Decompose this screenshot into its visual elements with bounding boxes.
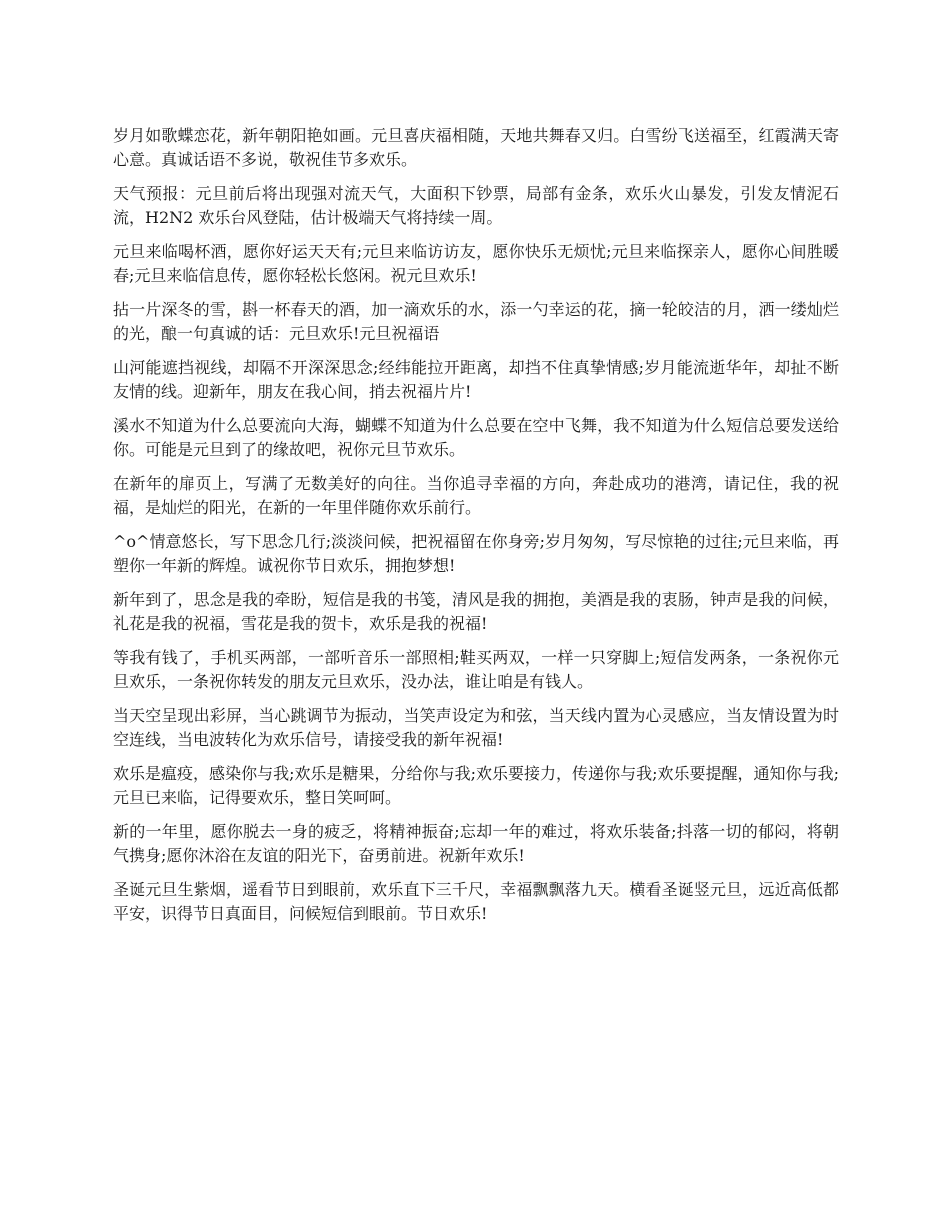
paragraph: 圣诞元旦生紫烟，遥看节日到眼前，欢乐直下三千尺，幸福飘飘落九天。横看圣诞竖元旦，远近高低都平安，识得节日真面目，问候短信到眼前。节日欢乐! xyxy=(113,880,839,923)
document-body xyxy=(113,124,839,936)
paragraph: 等我有钱了，手机买两部，一部听音乐一部照相;鞋买两双，一样一只穿脚上;短信发两条，一条祝你元旦欢乐，一条祝你转发的朋友元旦欢乐，没办法，谁让咱是有钱人。 xyxy=(113,648,839,691)
paragraph: ^o^情意悠长，写下思念几行;淡淡问候，把祝福留在你身旁;岁月匆匆，写尽惊艳的过往;元旦来临，再塑你一年新的辉煌。诚祝你节日欢乐，拥抱梦想! xyxy=(113,532,839,575)
paragraph: 欢乐是瘟疫，感染你与我;欢乐是糖果，分给你与我;欢乐要接力，传递你与我;欢乐要提醒，通知你与我;元旦已来临，记得要欢乐，整日笑呵呵。 xyxy=(113,764,839,807)
paragraph: 新年到了，思念是我的牵盼，短信是我的书笺，清风是我的拥抱，美酒是我的衷肠，钟声是我的问候，礼花是我的祝福，雪花是我的贺卡，欢乐是我的祝福! xyxy=(113,590,839,633)
paragraph: 拈一片深冬的雪，斟一杯春天的酒，加一滴欢乐的水，添一勺幸运的花，摘一轮皎洁的月，洒一缕灿烂的光，酿一句真诚的话：元旦欢乐!元旦祝福语 xyxy=(113,300,839,343)
paragraph: 溪水不知道为什么总要流向大海，蝴蝶不知道为什么总要在空中飞舞，我不知道为什么短信总要发送给你。可能是元旦到了的缘故吧，祝你元旦节欢乐。 xyxy=(113,416,839,459)
paragraph: 山河能遮挡视线，却隔不开深深思念;经纬能拉开距离，却挡不住真挚情感;岁月能流逝华年，却扯不断友情的线。迎新年，朋友在我心间，捎去祝福片片! xyxy=(113,358,839,401)
paragraph: 元旦来临喝杯酒，愿你好运天天有;元旦来临访访友，愿你快乐无烦忧;元旦来临探亲人，愿你心间胜暖春;元旦来临信息传，愿你轻松长悠闲。祝元旦欢乐! xyxy=(113,242,839,285)
paragraph: 在新年的扉页上，写满了无数美好的向往。当你追寻幸福的方向，奔赴成功的港湾，请记住，我的祝福，是灿烂的阳光，在新的一年里伴随你欢乐前行。 xyxy=(113,474,839,517)
paragraph: 岁月如歌蝶恋花，新年朝阳艳如画。元旦喜庆福相随，天地共舞春又归。白雪纷飞送福至，红霞满天寄心意。真诚话语不多说，敬祝佳节多欢乐。 xyxy=(113,126,839,169)
paragraph: 天气预报：元旦前后将出现强对流天气，大面积下钞票，局部有金条，欢乐火山暴发，引发友情泥石流，H2N2 欢乐台风登陆，估计极端天气将持续一周。 xyxy=(113,184,839,227)
paragraph: 当天空呈现出彩屏，当心跳调节为振动，当笑声设定为和弦，当天线内置为心灵感应，当友情设置为时空连线，当电波转化为欢乐信号，请接受我的新年祝福! xyxy=(113,706,839,749)
paragraph: 新的一年里，愿你脱去一身的疲乏，将精神振奋;忘却一年的难过，将欢乐装备;抖落一切的郁闷，将朝气携身;愿你沐浴在友谊的阳光下，奋勇前进。祝新年欢乐! xyxy=(113,822,839,865)
